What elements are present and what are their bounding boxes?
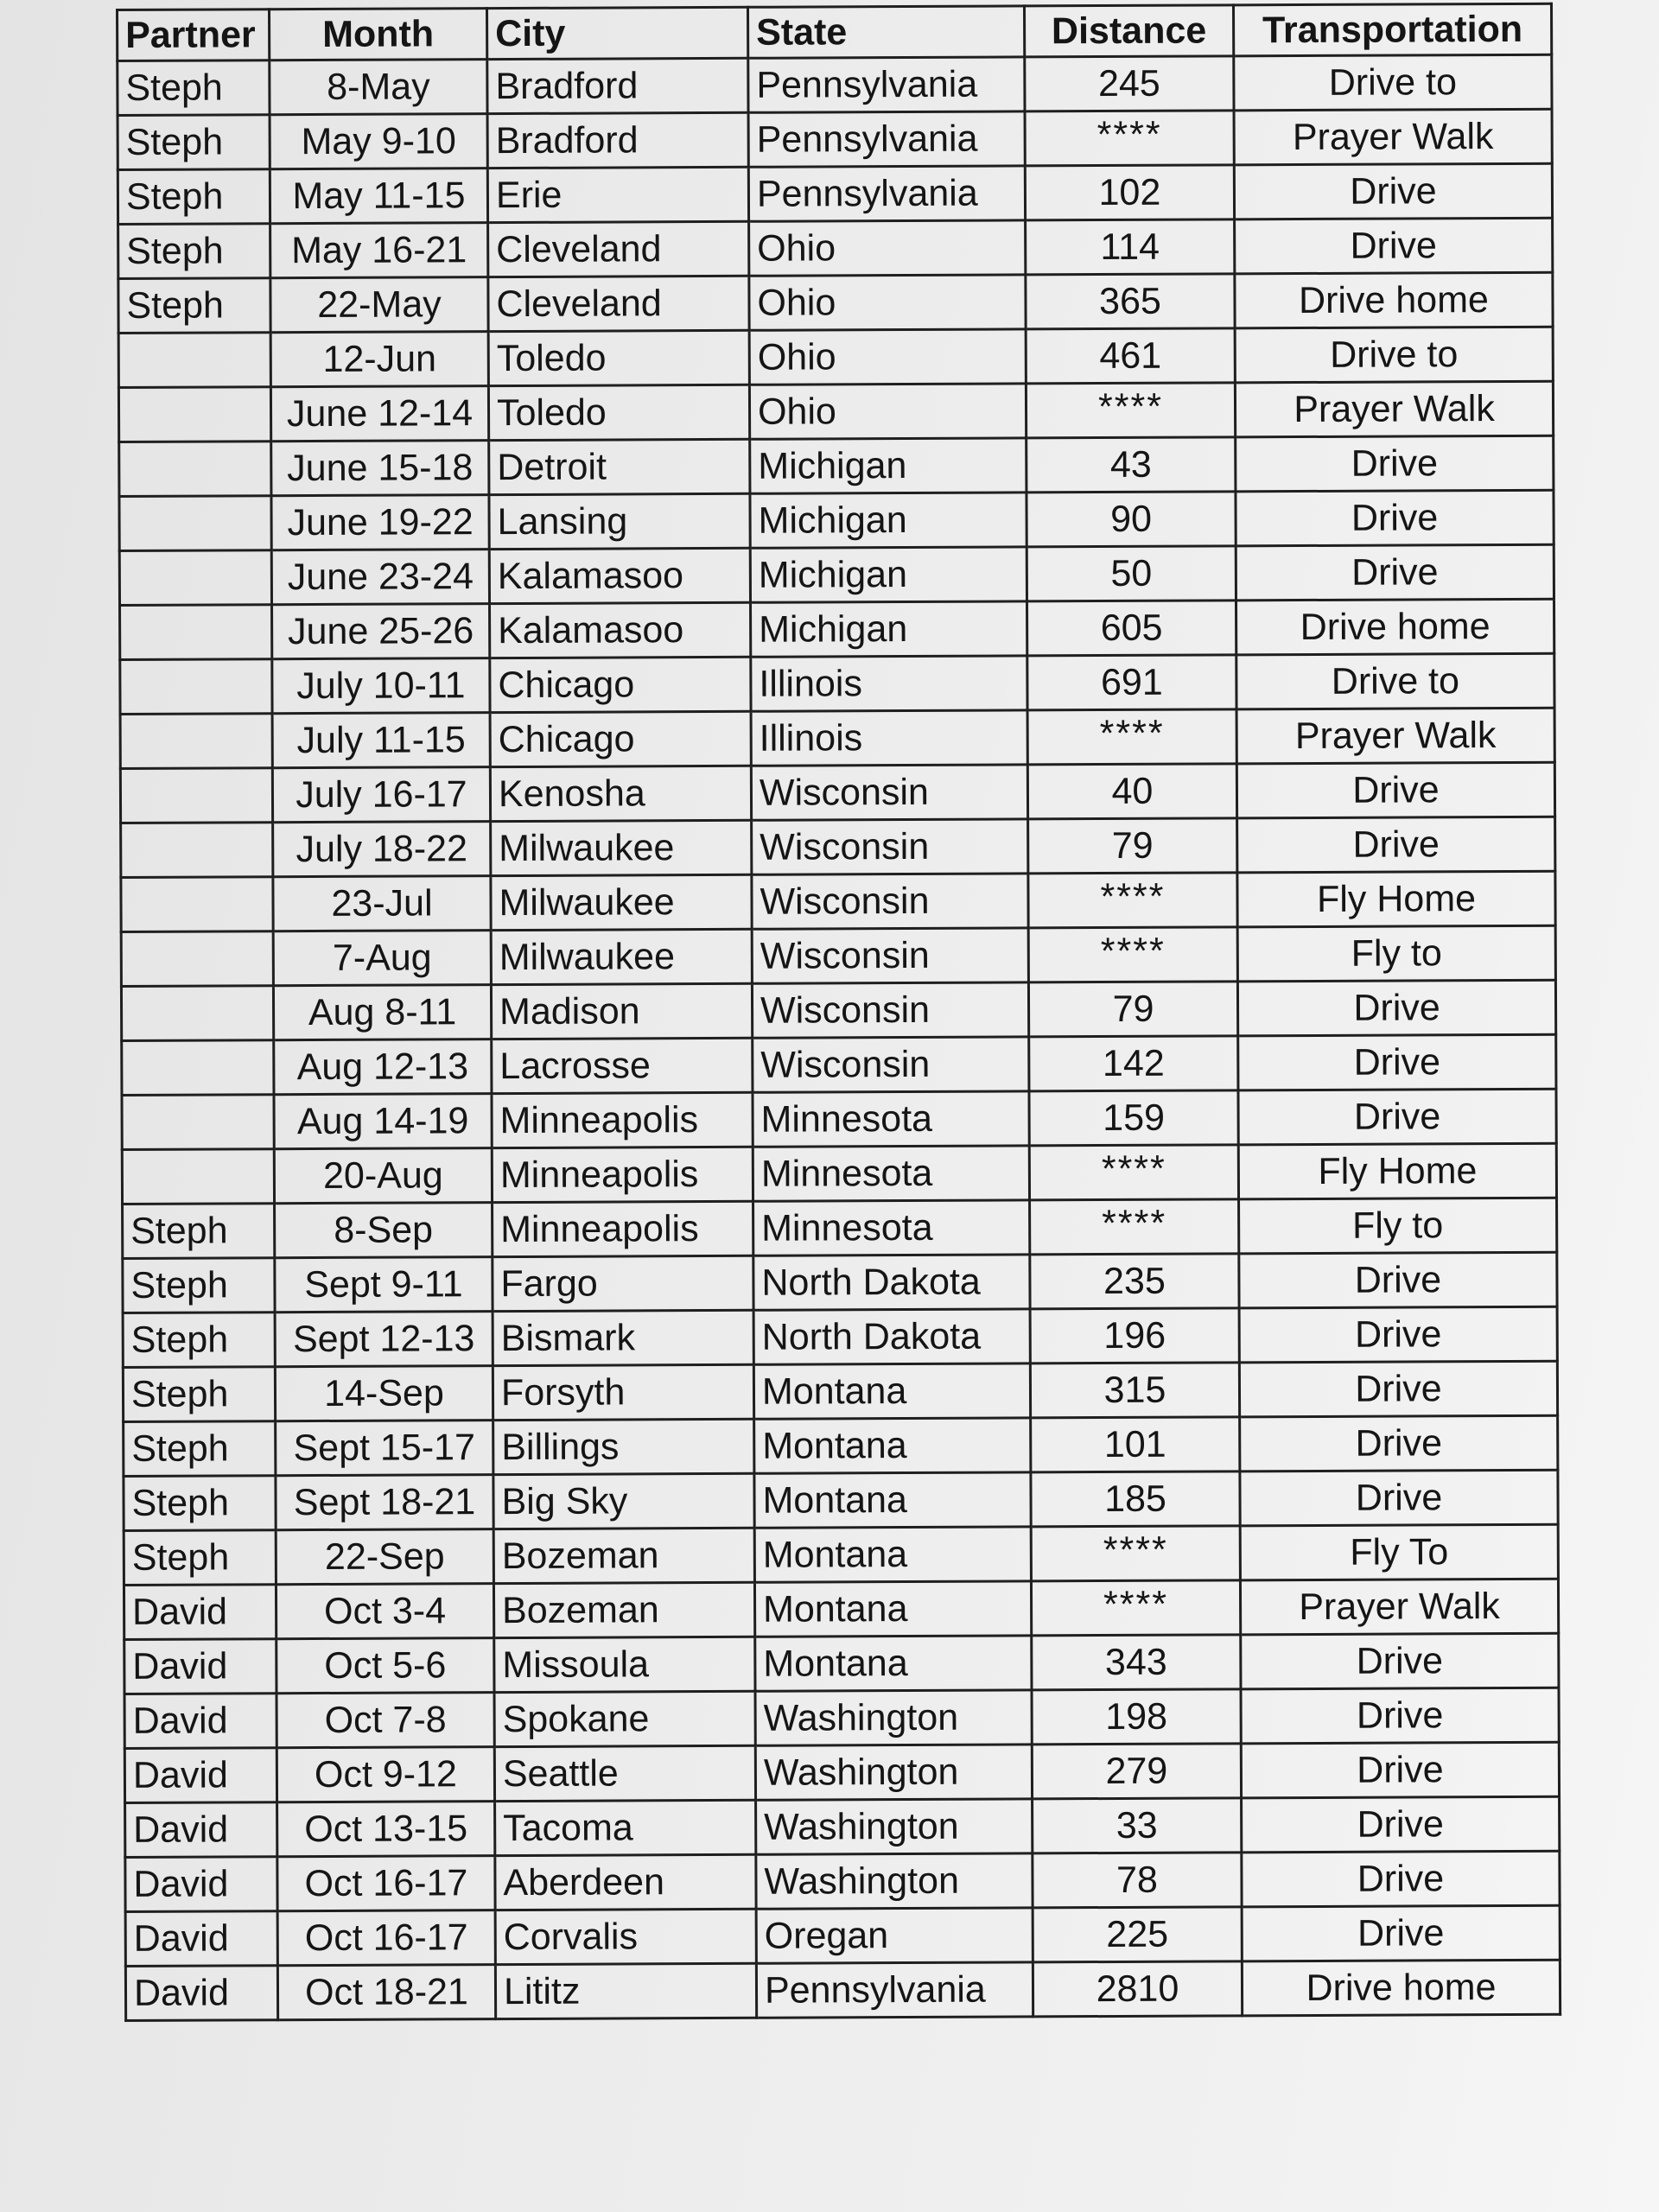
cell-distance: 79: [1028, 982, 1237, 1037]
cell-month: May 11-15: [270, 168, 487, 224]
cell-month: 12-Jun: [270, 332, 488, 387]
table-row: [118, 381, 1553, 442]
cell-distance: 315: [1030, 1363, 1239, 1418]
cell-partner: David: [124, 1694, 276, 1749]
cell-month: Sept 12-13: [275, 1312, 493, 1367]
cell-state: Montana: [754, 1472, 1031, 1528]
cell-transportation: Drive to: [1234, 54, 1552, 111]
table-row: [123, 1252, 1557, 1313]
header-month: Month: [270, 9, 487, 60]
table-row: [120, 762, 1554, 823]
cell-month: June 25-26: [272, 604, 490, 659]
cell-partner: [119, 550, 271, 606]
table-row: [124, 1470, 1558, 1530]
cell-month: 14-Sep: [275, 1366, 493, 1421]
table-row: [122, 1089, 1556, 1149]
cell-distance: 343: [1032, 1635, 1241, 1690]
cell-month: Oct 9-12: [276, 1747, 494, 1802]
cell-month: July 18-22: [273, 822, 491, 877]
cell-city: Chicago: [490, 711, 751, 766]
cell-state: Ohio: [749, 220, 1026, 276]
header-city: City: [487, 7, 748, 59]
cell-transportation: Drive: [1241, 1742, 1559, 1798]
table-row: [121, 871, 1555, 931]
table-row: [123, 1361, 1557, 1421]
cell-state: Washington: [756, 1799, 1033, 1854]
cell-city: Spokane: [494, 1691, 755, 1746]
cell-city: Seattle: [494, 1745, 755, 1801]
table-row: [119, 435, 1554, 496]
table-row: [124, 1742, 1559, 1802]
cell-transportation: Drive: [1239, 1361, 1557, 1417]
cell-partner: [122, 1095, 274, 1150]
table-row: [118, 163, 1552, 224]
cell-city: Chicago: [490, 657, 751, 712]
table-row: [119, 490, 1554, 550]
cell-distance: 225: [1033, 1907, 1242, 1962]
table-row: [124, 1415, 1558, 1476]
cell-distance: 198: [1032, 1689, 1241, 1745]
cell-distance: 196: [1030, 1308, 1239, 1363]
cell-month: June 15-18: [271, 441, 489, 496]
cell-city: Madison: [491, 983, 752, 1039]
table-row: [124, 1633, 1559, 1694]
table-row: [123, 1198, 1557, 1258]
cell-distance: 279: [1032, 1744, 1241, 1799]
cell-month: May 16-21: [270, 223, 488, 278]
cell-city: Cleveland: [488, 221, 749, 276]
cell-distance: 33: [1033, 1798, 1242, 1853]
cell-partner: [121, 823, 273, 878]
cell-state: Montana: [753, 1363, 1030, 1419]
cell-transportation: Drive: [1237, 817, 1555, 873]
cell-month: June 19-22: [271, 495, 489, 550]
cell-distance: ****: [1029, 1145, 1238, 1200]
cell-month: July 11-15: [272, 713, 490, 768]
cell-distance: 43: [1027, 437, 1236, 493]
cell-month: 8-May: [270, 60, 487, 115]
cell-city: Bradford: [487, 112, 748, 168]
cell-partner: David: [125, 1857, 277, 1912]
cell-transportation: Fly Home: [1238, 1143, 1556, 1199]
cell-partner: [122, 1040, 274, 1096]
cell-distance: ****: [1031, 1580, 1240, 1636]
cell-city: Corvalis: [495, 1909, 756, 1964]
table-row: [120, 708, 1554, 768]
cell-transportation: Drive to: [1235, 327, 1553, 383]
cell-partner: Steph: [123, 1258, 275, 1313]
cell-transportation: Drive: [1241, 1688, 1559, 1744]
cell-state: Pennsylvania: [748, 57, 1025, 112]
cell-state: Illinois: [751, 656, 1027, 711]
cell-transportation: Prayer Walk: [1234, 109, 1552, 165]
cell-transportation: Drive: [1240, 1470, 1558, 1526]
cell-state: Ohio: [749, 329, 1026, 385]
cell-partner: [118, 387, 270, 442]
cell-month: 20-Aug: [274, 1148, 492, 1204]
table-row: [123, 1306, 1557, 1367]
cell-partner: [121, 931, 273, 987]
cell-partner: [118, 333, 270, 388]
cell-distance: 102: [1025, 165, 1234, 220]
cell-distance: 691: [1027, 655, 1236, 710]
cell-state: Washington: [755, 1745, 1032, 1800]
table-row: [121, 817, 1555, 877]
cell-distance: 142: [1029, 1036, 1238, 1091]
cell-month: Oct 5-6: [276, 1638, 494, 1694]
cell-distance: 185: [1031, 1471, 1240, 1527]
table-row: [121, 925, 1555, 986]
cell-city: Lititz: [495, 1963, 756, 2018]
cell-partner: [119, 442, 271, 497]
cell-partner: Steph: [118, 169, 270, 225]
cell-month: Oct 3-4: [276, 1584, 493, 1639]
cell-partner: Steph: [123, 1367, 275, 1422]
cell-state: Montana: [754, 1581, 1031, 1637]
cell-partner: Steph: [123, 1313, 275, 1368]
cell-partner: David: [124, 1585, 276, 1640]
cell-city: Lansing: [489, 493, 750, 549]
cell-state: Wisconsin: [752, 819, 1028, 874]
cell-city: Cleveland: [488, 276, 749, 331]
table-row: [119, 544, 1554, 605]
cell-transportation: Drive: [1236, 762, 1554, 818]
header-state: State: [747, 6, 1024, 58]
table-body: [118, 54, 1560, 2020]
cell-city: Bismark: [493, 1310, 753, 1365]
cell-distance: 605: [1027, 601, 1236, 656]
cell-city: Minneapolis: [492, 1147, 753, 1202]
cell-state: Montana: [754, 1527, 1031, 1582]
cell-transportation: Drive home: [1236, 599, 1554, 655]
cell-state: Pennsylvania: [756, 1962, 1033, 2018]
cell-city: Bozeman: [493, 1582, 754, 1637]
table-row: [118, 54, 1552, 115]
header-row: [118, 3, 1552, 60]
table-row: [118, 218, 1553, 278]
cell-partner: [121, 986, 273, 1041]
cell-distance: 114: [1026, 219, 1235, 275]
cell-city: Big Sky: [493, 1473, 754, 1529]
cell-transportation: Prayer Walk: [1235, 381, 1553, 437]
cell-state: North Dakota: [753, 1309, 1030, 1364]
cell-state: Wisconsin: [751, 765, 1027, 820]
cell-city: Toledo: [488, 385, 749, 440]
cell-month: Oct 7-8: [276, 1693, 494, 1748]
cell-transportation: Drive: [1237, 980, 1555, 1036]
cell-distance: 461: [1026, 328, 1235, 384]
cell-transportation: Drive: [1234, 163, 1552, 219]
cell-distance: 50: [1027, 546, 1236, 601]
cell-state: Wisconsin: [752, 874, 1028, 929]
cell-city: Billings: [493, 1419, 754, 1474]
cell-distance: 2810: [1033, 1961, 1242, 2017]
cell-partner: [121, 877, 273, 932]
cell-transportation: Drive: [1240, 1415, 1558, 1471]
cell-month: Aug 14-19: [274, 1094, 492, 1149]
itinerary-table: [116, 3, 1561, 2022]
cell-state: North Dakota: [753, 1255, 1030, 1310]
table-row: [118, 109, 1552, 169]
cell-month: Oct 13-15: [277, 1802, 495, 1857]
cell-month: 8-Sep: [275, 1203, 493, 1258]
cell-partner: [120, 768, 272, 823]
cell-distance: 90: [1027, 492, 1236, 547]
cell-state: Michigan: [750, 493, 1027, 548]
cell-transportation: Drive: [1241, 1633, 1559, 1689]
cell-partner: David: [125, 1966, 277, 2021]
table-row: [124, 1688, 1559, 1748]
cell-partner: Steph: [124, 1421, 276, 1477]
cell-partner: Steph: [124, 1476, 276, 1531]
cell-state: Michigan: [750, 438, 1027, 493]
cell-month: 23-Jul: [273, 876, 491, 931]
cell-state: Wisconsin: [752, 982, 1028, 1038]
cell-distance: 159: [1029, 1090, 1238, 1146]
cell-month: June 12-14: [270, 386, 488, 442]
cell-city: Milwaukee: [491, 929, 752, 984]
cell-month: July 16-17: [272, 767, 490, 823]
cell-distance: ****: [1027, 709, 1236, 765]
cell-partner: [122, 1149, 274, 1205]
cell-month: Aug 8-11: [273, 985, 491, 1040]
cell-transportation: Drive: [1242, 1796, 1560, 1853]
cell-state: Minnesota: [753, 1146, 1029, 1201]
cell-month: Aug 12-13: [274, 1039, 492, 1095]
cell-state: Minnesota: [753, 1091, 1029, 1147]
cell-partner: [120, 714, 272, 769]
cell-city: Missoula: [494, 1637, 755, 1692]
cell-month: Sept 9-11: [275, 1257, 493, 1313]
cell-city: Minneapolis: [492, 1092, 753, 1147]
cell-month: 22-May: [270, 277, 488, 333]
cell-transportation: Drive: [1235, 218, 1553, 274]
header-partner: Partner: [118, 10, 270, 61]
cell-city: Aberdeen: [495, 1854, 756, 1910]
cell-partner: Steph: [123, 1204, 275, 1259]
cell-distance: 78: [1033, 1853, 1242, 1908]
cell-distance: 79: [1028, 818, 1237, 874]
cell-partner: Steph: [118, 224, 270, 279]
cell-distance: ****: [1028, 873, 1237, 928]
cell-distance: ****: [1026, 383, 1235, 438]
cell-state: Pennsylvania: [748, 166, 1025, 221]
cell-city: Kalamasoo: [489, 548, 750, 603]
cell-partner: Steph: [124, 1530, 276, 1586]
cell-state: Ohio: [749, 384, 1026, 439]
cell-partner: Steph: [118, 278, 270, 334]
table-row: [125, 1796, 1560, 1857]
table-row: [125, 1851, 1560, 1911]
table-row: [124, 1579, 1558, 1639]
cell-transportation: Drive: [1242, 1905, 1560, 1961]
cell-transportation: Drive: [1236, 544, 1554, 601]
cell-month: Oct 18-21: [277, 1965, 495, 2020]
cell-state: Minnesota: [753, 1200, 1030, 1255]
cell-city: Milwaukee: [491, 820, 752, 875]
cell-city: Minneapolis: [493, 1201, 753, 1256]
cell-city: Kenosha: [490, 766, 751, 821]
cell-partner: Steph: [118, 60, 270, 116]
cell-transportation: Drive: [1239, 1306, 1557, 1363]
cell-city: Bozeman: [493, 1528, 754, 1583]
cell-distance: 101: [1031, 1417, 1240, 1472]
cell-state: Michigan: [751, 601, 1027, 657]
cell-transportation: Drive: [1236, 435, 1554, 492]
cell-state: Michigan: [750, 547, 1027, 602]
cell-city: Forsyth: [493, 1364, 753, 1420]
cell-transportation: Drive: [1238, 1034, 1556, 1090]
cell-partner: [120, 605, 272, 660]
cell-state: Illinois: [751, 710, 1027, 766]
cell-city: Erie: [487, 167, 748, 222]
cell-partner: Steph: [118, 115, 270, 170]
cell-city: Milwaukee: [491, 874, 752, 930]
cell-distance: ****: [1031, 1526, 1240, 1581]
cell-distance: 245: [1025, 56, 1234, 111]
cell-state: Ohio: [749, 275, 1026, 330]
cell-city: Tacoma: [495, 1800, 756, 1855]
cell-month: Sept 18-21: [276, 1475, 493, 1530]
cell-transportation: Drive: [1238, 1089, 1556, 1145]
cell-state: Wisconsin: [753, 1037, 1029, 1092]
cell-city: Bradford: [487, 58, 748, 113]
cell-state: Montana: [754, 1418, 1031, 1473]
table-row: [125, 1960, 1560, 2020]
table-row: [125, 1905, 1560, 1966]
cell-state: Montana: [755, 1636, 1032, 1691]
table-row: [118, 272, 1553, 333]
cell-month: May 9-10: [270, 114, 487, 169]
cell-partner: David: [124, 1639, 276, 1694]
cell-transportation: Drive to: [1236, 653, 1554, 709]
cell-distance: 365: [1026, 274, 1235, 329]
table-row: [118, 327, 1553, 387]
cell-state: Washington: [755, 1690, 1032, 1745]
header-distance: Distance: [1024, 5, 1233, 57]
cell-state: Washington: [756, 1853, 1033, 1909]
cell-state: Oregan: [756, 1908, 1033, 1963]
cell-partner: [120, 659, 272, 715]
cell-partner: David: [124, 1748, 276, 1803]
cell-distance: 40: [1027, 764, 1236, 819]
cell-partner: David: [125, 1911, 277, 1967]
cell-month: 22-Sep: [276, 1529, 493, 1585]
cell-partner: [119, 496, 271, 551]
cell-distance: ****: [1030, 1199, 1239, 1255]
cell-distance: ****: [1028, 927, 1237, 982]
header-transportation: Transportation: [1233, 3, 1551, 56]
cell-month: July 10-11: [272, 658, 490, 714]
cell-transportation: Fly to: [1237, 925, 1555, 982]
cell-city: Kalamasoo: [490, 602, 751, 658]
table-row: [124, 1524, 1558, 1585]
cell-transportation: Prayer Walk: [1236, 708, 1554, 764]
cell-city: Toledo: [488, 330, 749, 385]
cell-transportation: Drive: [1239, 1252, 1557, 1308]
cell-distance: 235: [1030, 1254, 1239, 1309]
cell-partner: David: [125, 1802, 277, 1858]
cell-month: Sept 15-17: [276, 1421, 493, 1476]
cell-state: Pennsylvania: [748, 111, 1025, 167]
cell-month: Oct 16-17: [277, 1910, 495, 1966]
cell-state: Wisconsin: [752, 928, 1028, 983]
table-row: [120, 599, 1554, 659]
table-row: [120, 653, 1554, 714]
cell-city: Lacrosse: [492, 1038, 753, 1093]
cell-city: Fargo: [493, 1255, 753, 1311]
cell-distance: ****: [1025, 111, 1234, 166]
cell-month: 7-Aug: [273, 931, 491, 986]
cell-city: Detroit: [489, 439, 750, 494]
cell-transportation: Drive home: [1242, 1960, 1560, 2016]
cell-month: June 23-24: [271, 550, 489, 605]
cell-transportation: Drive: [1236, 490, 1554, 546]
cell-transportation: Drive home: [1235, 272, 1553, 328]
cell-transportation: Fly To: [1240, 1524, 1558, 1580]
cell-transportation: Fly to: [1239, 1198, 1557, 1254]
table-row: [122, 1034, 1556, 1095]
table-row: [121, 980, 1555, 1040]
cell-month: Oct 16-17: [277, 1856, 495, 1911]
cell-transportation: Prayer Walk: [1240, 1579, 1558, 1635]
cell-transportation: Drive: [1242, 1851, 1560, 1907]
cell-transportation: Fly Home: [1237, 871, 1555, 927]
table-row: [122, 1143, 1556, 1204]
